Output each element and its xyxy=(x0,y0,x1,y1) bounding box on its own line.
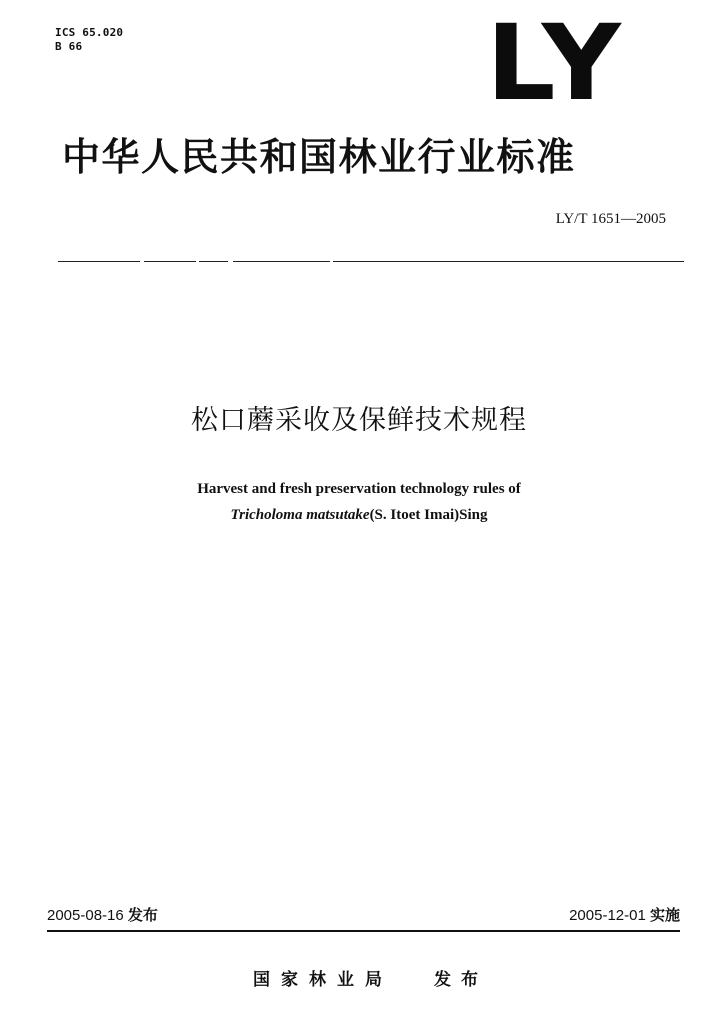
divider-gap xyxy=(196,259,199,264)
ccs-code: B 66 xyxy=(55,40,83,53)
effective-date: 2005-12-01 xyxy=(569,907,646,924)
footer-divider xyxy=(47,930,680,932)
standard-logo: LY xyxy=(486,2,624,124)
header-divider xyxy=(58,261,684,262)
issue-date: 2005-08-16 xyxy=(47,907,124,924)
species-name: Tricholoma matsutake xyxy=(230,507,370,523)
divider-gap xyxy=(140,259,144,264)
issue-label: 发布 xyxy=(127,907,158,924)
document-title-cn: 松口蘑采收及保鲜技术规程 xyxy=(191,405,527,436)
effective-label: 实施 xyxy=(649,907,680,924)
divider-gap xyxy=(330,259,333,264)
effective-date-line xyxy=(569,906,680,926)
document-title-en-line1: Harvest and fresh preservation technology rules of xyxy=(197,481,521,497)
issue-date-line xyxy=(47,906,158,926)
ics-code: ICS 65.020 xyxy=(55,26,124,39)
species-authority: (S. Itoet Imai)Sing xyxy=(369,507,488,523)
issuing-action: 发布 xyxy=(434,970,488,990)
standard-category-title: 中华人民共和国林业行业标准 xyxy=(62,135,576,179)
issuing-authority: 国家林业局 xyxy=(253,970,393,990)
classification-codes xyxy=(55,26,123,54)
divider-gap xyxy=(228,259,233,264)
document-title-en-line2 xyxy=(0,505,718,525)
standard-number: LY/T 1651—2005 xyxy=(555,211,666,227)
